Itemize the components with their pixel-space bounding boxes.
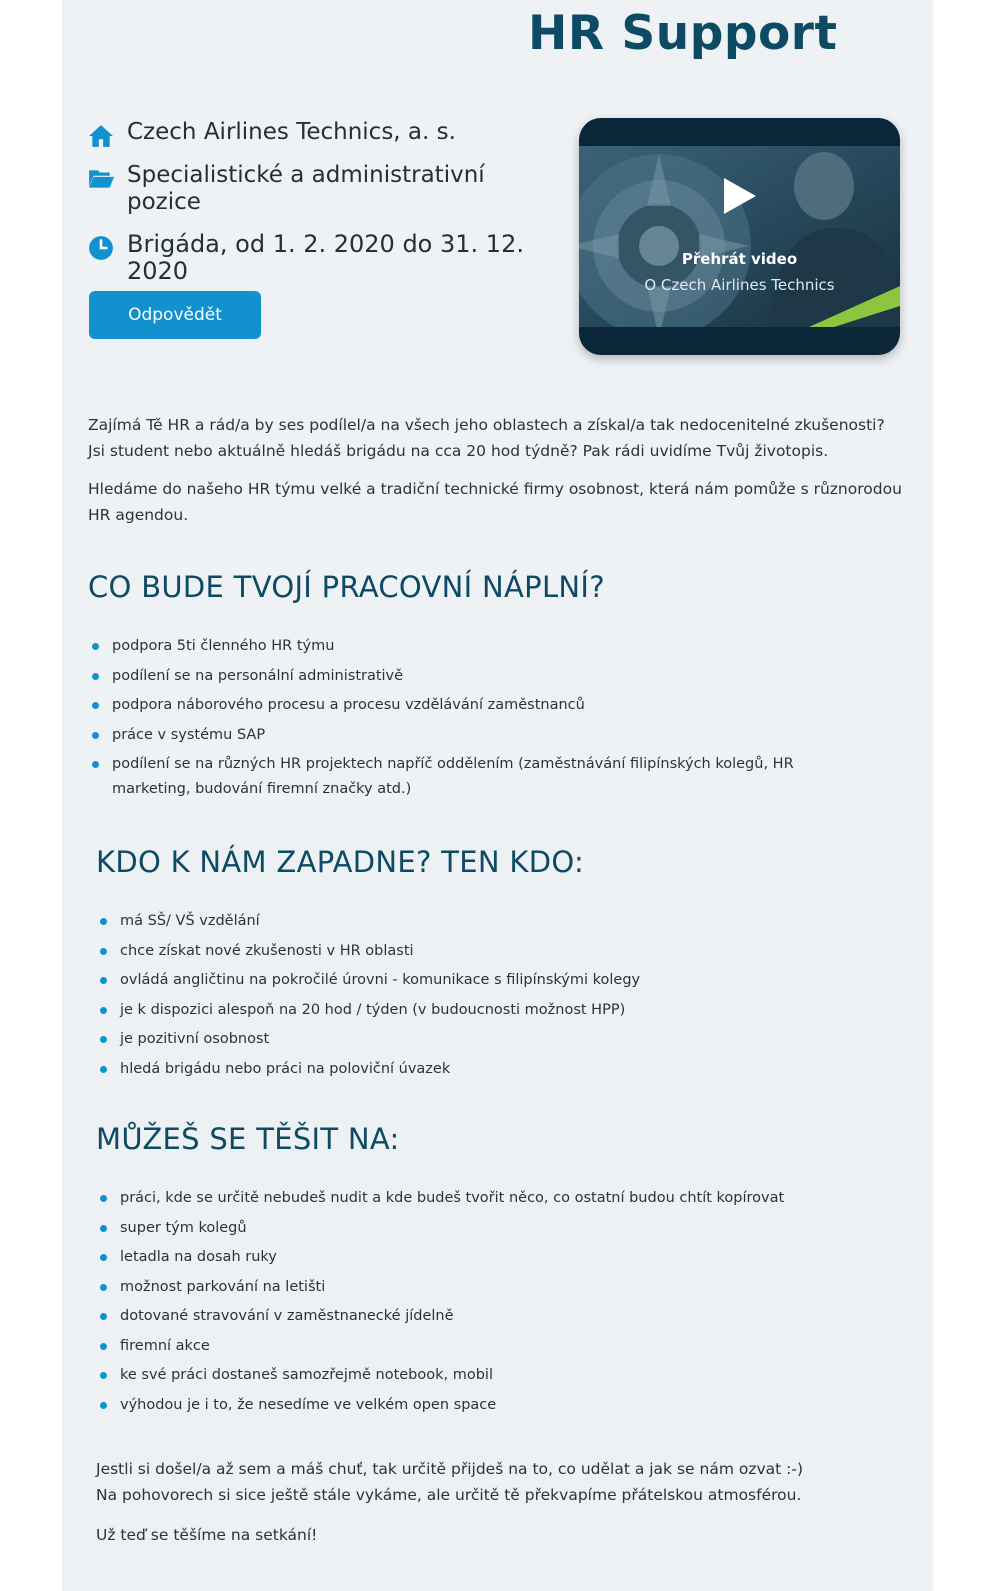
list-item: ovládá angličtinu na pokročilé úrovni - komunikace s filipínskými kolegy: [96, 968, 796, 993]
job-type-dates: Brigáda, od 1. 2. 2020 do 31. 12. 2020: [127, 230, 524, 285]
benefits-section: [96, 1122, 796, 1422]
list-item: je k dispozici alespoň na 20 hod / týden (v budoucnosti možnost HPP): [96, 998, 796, 1023]
list-item: práci, kde se určitě nebudeš nudit a kde budeš tvořit něco, co ostatní budou chtít kopírovat: [96, 1186, 796, 1211]
video-player[interactable]: [579, 118, 900, 355]
list-item: podpora 5ti členného HR týmu: [88, 634, 858, 659]
intro-paragraph-2: Hledáme do našeho HR týmu velké a tradiční technické firmy osobnost, která nám pomůže s různorodou HR agendou.: [88, 480, 902, 524]
meta-company: [88, 119, 456, 149]
requirements-section: [96, 845, 796, 1086]
closing-paragraph: [96, 1456, 816, 1508]
list-item: chce získat nové zkušenosti v HR oblasti: [96, 939, 796, 964]
play-video-label[interactable]: Přehrát video: [681, 250, 798, 268]
duties-section: [88, 570, 858, 807]
list-item: letadla na dosah ruky: [96, 1245, 796, 1270]
company-name: Czech Airlines Technics, a. s.: [127, 119, 456, 145]
benefits-list: [96, 1186, 796, 1418]
home-icon: [88, 123, 114, 149]
list-item: má SŠ/ VŠ vzdělání: [96, 909, 796, 934]
page-title: HR Support: [528, 6, 838, 61]
video-caption: O Czech Airlines Technics: [644, 276, 835, 294]
job-category: Specialistické a administrativní pozice: [127, 162, 485, 215]
job-intro: [88, 412, 903, 540]
requirements-heading: KDO K NÁM ZAPADNE? TEN KDO:: [96, 845, 585, 879]
meta-type: [88, 231, 558, 285]
list-item: dotované stravování v zaměstnanecké jídelně: [96, 1304, 796, 1329]
closing-text: [96, 1456, 816, 1562]
closing-greeting: Už teď se těšíme na setkání!: [96, 1526, 318, 1544]
play-icon[interactable]: [722, 176, 758, 216]
intro-paragraph-1: Zajímá Tě HR a rád/a by ses podílel/a na všech jeho oblastech a získal/a tak nedocenitelné zkušenosti? Jsi student nebo aktuálně hledáš brigádu na cca 20 hod týdně? Pak rádi uvidíme Tvůj životopis.: [88, 416, 885, 460]
duties-heading: CO BUDE TVOJÍ PRACOVNÍ NÁPLNÍ?: [88, 570, 605, 604]
job-posting-page: [62, 0, 933, 1591]
list-item: podílení se na personální administrativě: [88, 664, 858, 689]
benefits-heading: MŮŽEŠ SE TĚŠIT NA:: [96, 1122, 400, 1156]
video-thumbnail: [579, 146, 900, 327]
list-item: hledá brigádu nebo práci na poloviční úvazek: [96, 1057, 796, 1082]
requirements-list: [96, 909, 796, 1082]
closing-line-2: Na pohovorech si sice ještě stále vykáme, ale určitě tě překvapíme přátelskou atmosférou.: [96, 1486, 802, 1504]
list-item: podpora náborového procesu a procesu vzdělávání zaměstnanců: [88, 693, 858, 718]
list-item: firemní akce: [96, 1334, 796, 1359]
reply-button[interactable]: Odpovědět: [89, 291, 261, 339]
list-item: ke své práci dostaneš samozřejmě notebook, mobil: [96, 1363, 796, 1388]
folder-icon: [88, 166, 114, 192]
meta-category: [88, 162, 527, 216]
clock-icon: [88, 235, 114, 261]
list-item: je pozitivní osobnost: [96, 1027, 796, 1052]
list-item: super tým kolegů: [96, 1216, 796, 1241]
closing-line-1: Jestli si došel/a až sem a máš chuť, tak určitě přijdeš na to, co udělat a jak se nám ozvat :-): [96, 1460, 804, 1478]
list-item: podílení se na různých HR projektech napříč oddělením (zaměstnávání filipínských kolegů, HR marketing, budování firemní značky atd.): [88, 752, 858, 802]
list-item: práce v systému SAP: [88, 723, 858, 748]
list-item: výhodou je i to, že nesedíme ve velkém open space: [96, 1393, 796, 1418]
list-item: možnost parkování na letišti: [96, 1275, 796, 1300]
duties-list: [88, 634, 858, 802]
